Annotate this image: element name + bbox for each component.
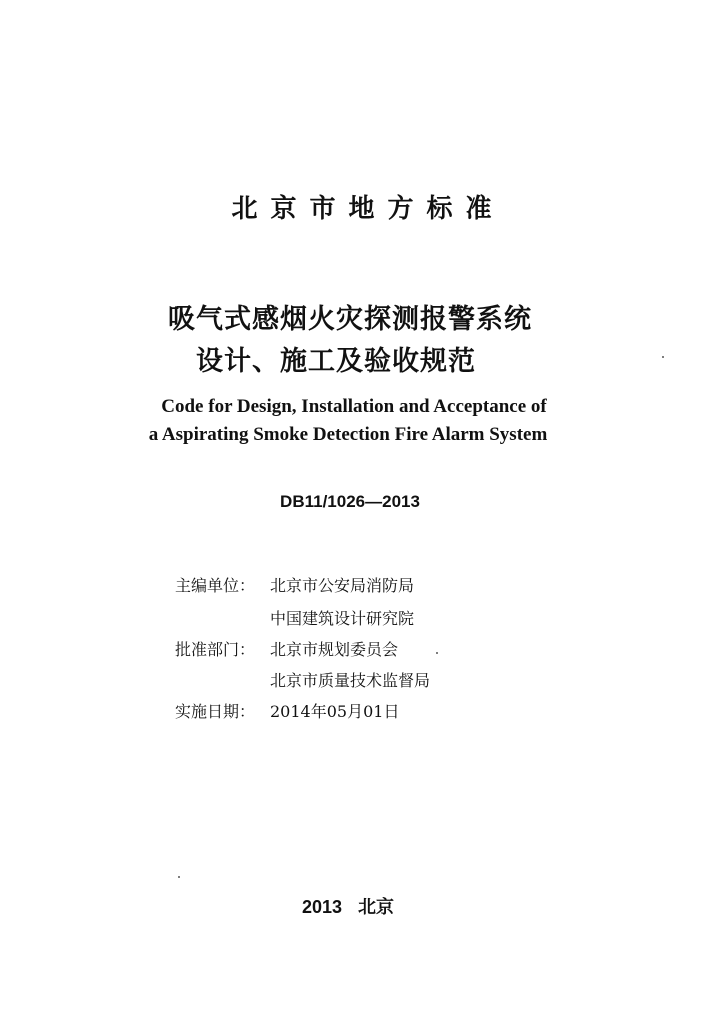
title-chinese-line-2: 设计、施工及验收规范 [196,346,476,377]
scan-speck [436,652,438,654]
editor-value-1: 北京市公安局消防局 [270,576,415,595]
title-chinese-line-1: 吸气式感烟火灾探测报警系统 [168,304,532,335]
series-label: 北京市地方标准 [231,194,505,224]
title-english-line-1: Code for Design, Installation and Acceptance of [161,396,547,417]
scan-speck [662,356,664,358]
editor-row [175,573,414,599]
approver-label: 批准部门： [175,640,256,659]
title-english-line-2: a Aspirating Smoke Detection Fire Alarm System [148,424,548,445]
approver-row-continued [175,668,430,694]
editor-value-2: 中国建筑设计研究院 [270,609,415,628]
scan-speck [178,876,180,878]
footer [0,893,710,919]
effective-date-label: 实施日期： [175,702,256,721]
approver-value-2: 北京市质量技术监督局 [270,671,431,690]
standard-number: DB11/1026—2013 [280,492,420,511]
editor-row-continued [175,606,414,632]
approver-row [175,637,398,663]
effective-date-row [175,699,399,725]
footer-city: 北京 [358,897,395,917]
approver-value-1: 北京市规划委员会 [270,640,399,659]
editor-label: 主编单位： [175,576,256,595]
effective-date-value: 2014年05月01日 [270,702,400,721]
footer-year: 2013 [301,897,343,917]
